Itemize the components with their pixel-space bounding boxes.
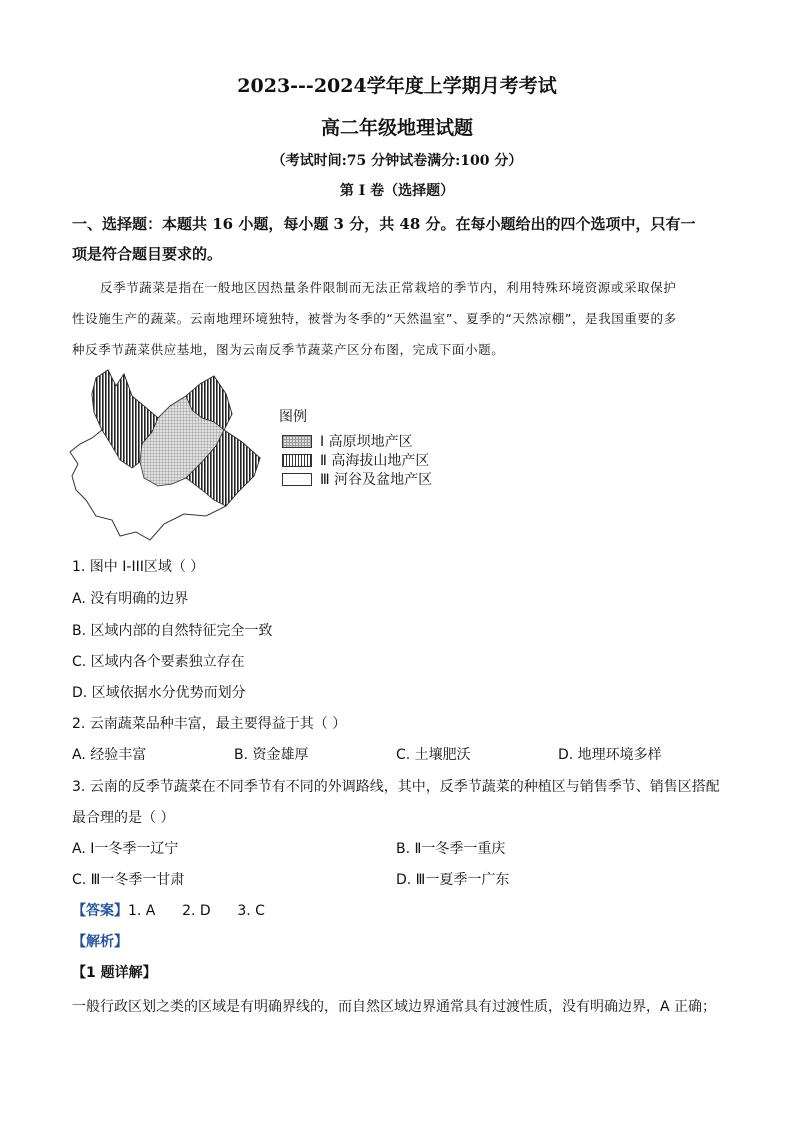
question-2-option-a: A. 经验丰富 — [72, 747, 147, 763]
legend-swatch-stripes — [282, 454, 312, 467]
question-3-option-d: D. Ⅲ一夏季一广东 — [396, 872, 510, 888]
legend-item-region-i — [282, 431, 413, 451]
analysis-label: 【解析】 — [72, 934, 128, 950]
question-2-option-b: B. 资金雄厚 — [234, 747, 309, 763]
passage-line3: 种反季节蔬菜供应基地，图为云南反季节蔬菜产区分布图，完成下面小题。 — [72, 342, 505, 357]
question-1-option-d: D. 区域依据水分优势而划分 — [72, 685, 246, 701]
legend-title: 图例 — [279, 409, 307, 425]
question-3-option-a: A. Ⅰ一冬季一辽宁 — [72, 841, 179, 857]
analysis-detail-label: 【1 题详解】 — [72, 965, 157, 981]
legend-item-region-ii — [282, 450, 429, 470]
question-2-stem: 2. 云南蔬菜品种丰富，最主要得益于其（ ） — [72, 716, 347, 732]
question-3-option-b: B. Ⅱ一冬季一重庆 — [396, 841, 506, 857]
passage-line1: 反季节蔬菜是指在一般地区因热量条件限制而无法正常栽培的季节内，利用特殊环境资源或采取保护 — [100, 280, 677, 295]
answer-label: 【答案】 — [72, 903, 128, 919]
section-heading-line1: 一、选择题：本题共 16 小题，每小题 3 分，共 48 分。在每小题给出的四个选项中，只有一 — [72, 215, 696, 233]
legend-label: Ⅲ 河谷及盆地产区 — [320, 472, 433, 488]
question-1-stem: 1. 图中 I-III区域（ ） — [72, 559, 205, 575]
section-heading-line2: 项是符合题目要求的。 — [72, 245, 223, 263]
legend-swatch-blank — [282, 473, 312, 486]
analysis-detail-text: 一般行政区划之类的区域是有明确界线的，而自然区域边界通常具有过渡性质，没有明确边界，A 正确； — [72, 999, 717, 1015]
question-1-option-a: A. 没有明确的边界 — [72, 591, 189, 607]
exam-time-info: （考试时间:75 分钟试卷满分:100 分） — [271, 153, 523, 169]
question-3-option-c: C. Ⅲ一冬季一甘肃 — [72, 872, 185, 888]
exam-subject-title: 高二年级地理试题 — [320, 117, 473, 139]
answer-text: 1. A 2. D 3. C — [128, 903, 265, 919]
question-2-option-d: D. 地理环境多样 — [558, 747, 662, 763]
exam-title: 2023---2024学年度上学期月考考试 — [237, 75, 557, 97]
question-3-stem-line1: 3. 云南的反季节蔬菜在不同季节有不同的外调路线，其中，反季节蔬菜的种植区与销售季节、销售区搭配 — [72, 779, 720, 795]
legend-item-region-iii — [282, 469, 432, 489]
question-1-option-c: C. 区域内各个要素独立存在 — [72, 654, 245, 670]
legend-label: Ⅱ 高海拔山地产区 — [320, 453, 430, 469]
question-2-option-c: C. 土壤肥沃 — [396, 747, 471, 763]
answer-line — [72, 900, 265, 920]
legend-label: Ⅰ 高原坝地产区 — [320, 434, 413, 450]
legend-swatch-grid — [282, 435, 312, 448]
volume-heading: 第 I 卷（选择题） — [339, 183, 455, 199]
passage-line2: 性设施生产的蔬菜。云南地理环境独特，被誉为冬季的“天然温室”、夏季的“天然凉棚”，是我国重要的多 — [72, 311, 677, 326]
question-3-stem-line2: 最合理的是（ ） — [72, 810, 175, 826]
yunnan-region-map — [66, 366, 266, 546]
question-1-option-b: B. 区域内部的自然特征完全一致 — [72, 623, 273, 639]
